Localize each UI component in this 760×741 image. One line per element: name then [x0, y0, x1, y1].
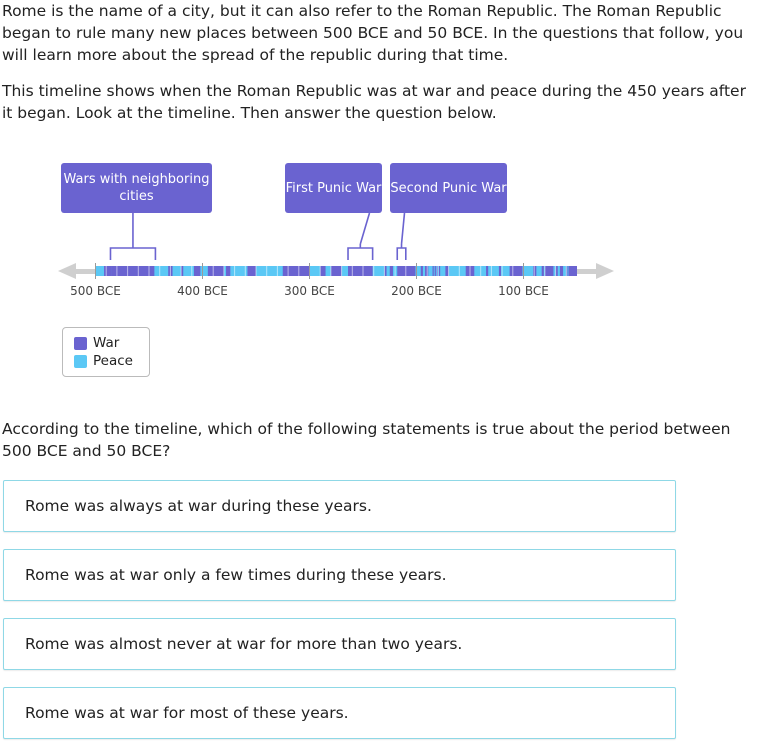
callout-connector-2	[360, 213, 369, 244]
callout-bracket-3	[397, 244, 406, 260]
war-period-28	[542, 266, 544, 276]
decade-mark	[116, 266, 117, 276]
callout-first-punic-war: First Punic War	[285, 163, 382, 213]
war-period-8	[247, 266, 256, 276]
decade-mark	[341, 266, 342, 276]
war-period-7	[226, 266, 230, 276]
legend	[62, 327, 150, 377]
callout-bracket-1	[110, 244, 155, 260]
war-period-29	[545, 266, 554, 276]
decade-mark	[363, 266, 364, 276]
decade-mark	[544, 266, 545, 276]
callout-connector-3	[402, 213, 405, 244]
decade-mark	[502, 266, 503, 276]
war-period-2	[112, 266, 155, 276]
tick-label-3: 300 BCE	[284, 284, 335, 298]
decade-mark	[384, 266, 385, 276]
decade-mark	[234, 266, 235, 276]
decade-mark	[566, 266, 567, 276]
war-period-9	[283, 266, 310, 276]
decade-mark	[256, 266, 257, 276]
callout-second-punic-war: Second Punic War	[390, 163, 507, 213]
answer-choice-4[interactable]: Rome was at war for most of these years.	[3, 687, 676, 739]
war-period-14	[390, 266, 393, 276]
decade-mark	[106, 266, 107, 276]
decade-mark	[181, 266, 182, 276]
tick-label-4: 200 BCE	[391, 284, 442, 298]
decade-mark	[277, 266, 278, 276]
timeline-intro-paragraph: This timeline shows when the Roman Republic was at war and peace during the 450 years after it began. Look at the timeline. Then answer the question below.	[2, 82, 746, 122]
decade-mark	[512, 266, 513, 276]
decade-mark	[159, 266, 160, 276]
intro-paragraph: Rome is the name of a city, but it can also refer to the Roman Republic. The Roman Republic began to rule many new places between 500 BCE and 50 BCE. In the questions that follow, you will learn more about the spread of the republic during that time.	[2, 2, 744, 64]
decade-mark	[127, 266, 128, 276]
question-text: According to the timeline, which of the following statements is true about the period between 500 BCE and 50 BCE?	[2, 420, 731, 460]
decade-mark	[213, 266, 214, 276]
decade-mark	[288, 266, 289, 276]
war-period-18	[433, 266, 434, 276]
war-period-6	[208, 266, 224, 276]
war-period-27	[533, 266, 536, 276]
war-period-10	[320, 266, 325, 276]
peace-swatch	[74, 355, 87, 368]
war-period-24	[486, 266, 488, 276]
war-period-5	[194, 266, 200, 276]
decade-mark	[395, 266, 396, 276]
decade-mark	[245, 266, 246, 276]
war-period-15	[397, 266, 415, 276]
decade-mark	[320, 266, 321, 276]
tick-label-2: 400 BCE	[177, 284, 228, 298]
decade-mark	[555, 266, 556, 276]
war-period-25	[499, 266, 501, 276]
decade-mark	[405, 266, 406, 276]
legend-peace	[74, 352, 149, 370]
decade-mark	[352, 266, 353, 276]
decade-mark	[149, 266, 150, 276]
decade-mark	[191, 266, 192, 276]
callout-wars-with-neighboring-cities: Wars with neighboring cities	[61, 163, 212, 213]
war-period-26	[510, 266, 523, 276]
war-period-21	[439, 266, 440, 276]
callout-bracket-2	[348, 244, 373, 260]
answer-choice-1[interactable]: Rome was always at war during these years.	[3, 480, 676, 532]
decade-mark	[330, 266, 331, 276]
answer-choice-3[interactable]: Rome was almost never at war for more than two years.	[3, 618, 676, 670]
decade-mark	[437, 266, 438, 276]
legend-war	[74, 334, 149, 352]
war-period-19	[435, 266, 436, 276]
decade-mark	[491, 266, 492, 276]
decade-mark	[170, 266, 171, 276]
decade-mark	[480, 266, 481, 276]
decade-mark	[373, 266, 374, 276]
decade-mark	[427, 266, 428, 276]
tick-label-5: 100 BCE	[498, 284, 549, 298]
decade-mark	[223, 266, 224, 276]
answer-choice-2[interactable]: Rome was at war only a few times during these years.	[3, 549, 676, 601]
war-period-17	[425, 266, 428, 276]
decade-mark	[448, 266, 449, 276]
decade-mark	[534, 266, 535, 276]
war-period-12	[348, 266, 373, 276]
decade-mark	[459, 266, 460, 276]
war-swatch	[74, 337, 87, 350]
axis-arrow-right	[596, 263, 614, 279]
legend-peace-label: Peace	[93, 353, 133, 369]
war-period-1	[104, 266, 111, 276]
decade-mark	[138, 266, 139, 276]
timeline	[0, 150, 760, 314]
legend-war-label: War	[93, 335, 120, 351]
decade-mark	[470, 266, 471, 276]
war-period-11	[331, 266, 342, 276]
axis-arrow-left	[58, 263, 76, 279]
decade-mark	[298, 266, 299, 276]
tick-label-1: 500 BCE	[70, 284, 121, 298]
war-period-33	[568, 266, 577, 276]
decade-mark	[266, 266, 267, 276]
war-period-16	[421, 266, 423, 276]
war-period-31	[560, 266, 563, 276]
